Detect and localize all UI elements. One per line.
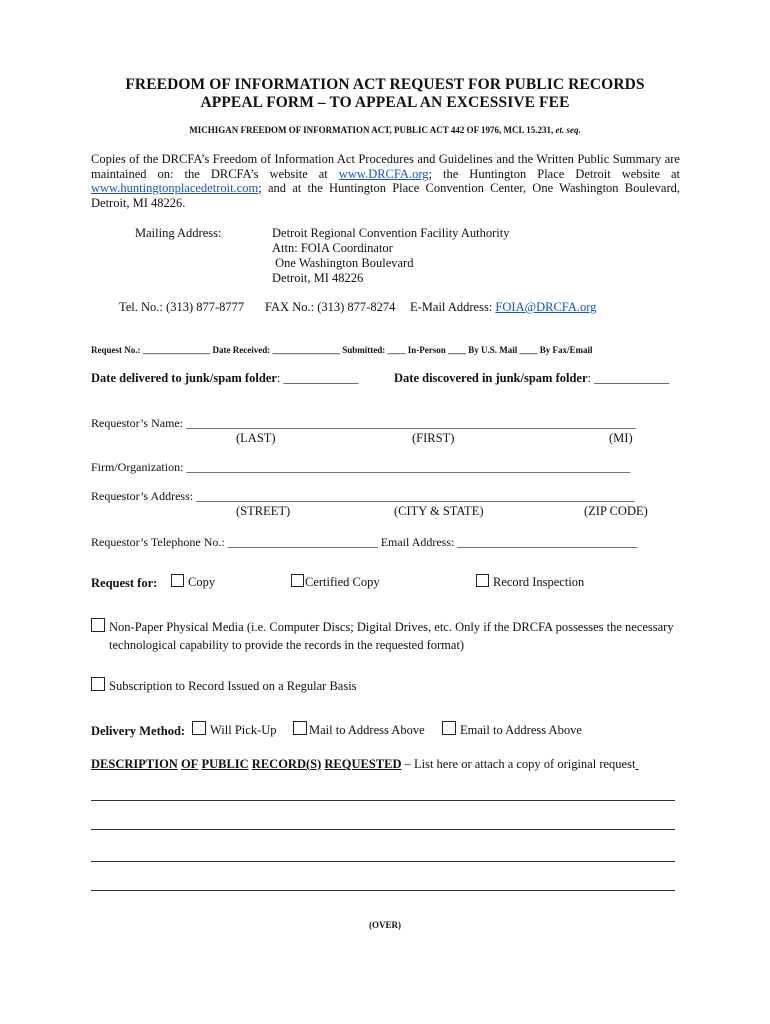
subscription-label: Subscription to Record Issued on a Regular Basis [109, 679, 357, 693]
non-paper-media-label-2: technological capability to provide the records in the requested format) [109, 638, 465, 652]
description-instruction: – List here or attach a copy of original request [401, 757, 636, 771]
description-word: REQUESTED [324, 757, 402, 771]
mailing-line: Attn: FOIA Coordinator [272, 241, 393, 255]
mail-to-address-option[interactable] [293, 721, 425, 738]
description-heading [91, 757, 639, 772]
last-name-caption: (LAST) [236, 431, 276, 445]
date-discovered-spam[interactable] [394, 371, 669, 386]
telephone-email-field[interactable]: Requestor’s Telephone No.: _________________________ Email Address: ______________________________ [91, 535, 638, 549]
statute-main: MICHIGAN FREEDOM OF INFORMATION ACT, PUBLIC ACT 442 OF 1976, MCL 15.231, [189, 125, 556, 135]
intro-part-1: Copies of the DRCFA’s Freedom of Information Act Procedures and Guidelines and the Written Public Summary are maintained on: the DRCFA’s website at [91, 152, 680, 181]
telephone-number: Tel. No.: (313) 877-8777 [119, 300, 245, 314]
title-line-1: FREEDOM OF INFORMATION ACT REQUEST FOR PUBLIC RECORDS [125, 76, 645, 93]
mailing-address-label: Mailing Address: [135, 226, 222, 240]
non-paper-media-checkbox[interactable] [91, 618, 105, 632]
date-delivered-blank: : ____________ [276, 371, 359, 385]
description-line[interactable] [91, 829, 675, 830]
intro-part-3: ; and at the Huntington Place Convention Center, One Washington Boulevard, Detroit, MI 48226. [91, 181, 680, 210]
certified-copy-checkbox[interactable] [291, 574, 304, 587]
description-line[interactable] [91, 890, 675, 891]
first-name-caption: (FIRST) [412, 431, 455, 445]
mail-to-address-label: Mail to Address Above [309, 723, 425, 737]
firm-organization-field[interactable]: Firm/Organization: __________________________________________________________________________ [91, 460, 631, 474]
intro-paragraph [91, 152, 680, 210]
description-line[interactable] [91, 861, 675, 862]
record-inspection-option[interactable] [476, 574, 584, 590]
description-trailing-underline [635, 757, 638, 771]
request-for-label: Request for: [91, 576, 158, 590]
description-line[interactable] [91, 800, 675, 801]
foia-email-link[interactable]: FOIA@DRCFA.org [495, 300, 597, 314]
statute-italic: et. seq. [555, 125, 581, 135]
delivery-method-label: Delivery Method: [91, 724, 186, 738]
office-use-line: Request No.: _______________ Date Received: _______________ Submitted: ____ In-Person ____ By U.S. Mail ____ By Fax/Email [91, 345, 593, 355]
will-pickup-checkbox[interactable] [192, 721, 206, 735]
middle-initial-caption: (MI) [609, 431, 633, 445]
description-word: OF [180, 757, 199, 771]
title-line-2: APPEAL FORM – TO APPEAL AN EXCESSIVE FEE [200, 94, 570, 111]
date-discovered-blank: : ____________ [587, 371, 670, 385]
mailing-address-block [272, 226, 509, 286]
fax-number: FAX No.: (313) 877-8274 [265, 300, 396, 314]
will-pickup-label: Will Pick-Up [210, 723, 277, 737]
subscription-option[interactable] [91, 677, 357, 694]
zip-code-caption: (ZIP CODE) [584, 504, 648, 518]
copy-checkbox[interactable] [171, 574, 184, 587]
record-inspection-option-label: Record Inspection [493, 575, 585, 589]
email-to-address-checkbox[interactable] [442, 721, 456, 735]
certified-copy-option[interactable] [291, 574, 380, 590]
description-word: RECORD(S) [251, 757, 322, 771]
mailing-line: Detroit Regional Convention Facility Authority [272, 226, 510, 240]
street-caption: (STREET) [236, 504, 291, 518]
mailing-line: One Washington Boulevard [272, 256, 414, 270]
record-inspection-checkbox[interactable] [476, 574, 489, 587]
subscription-checkbox[interactable] [91, 677, 105, 691]
date-delivered-label: Date delivered to junk/spam folder [91, 371, 277, 385]
copy-option[interactable] [171, 574, 215, 590]
city-state-caption: (CITY & STATE) [394, 504, 484, 518]
intro-part-2: ; the Huntington Place Detroit website at [428, 166, 680, 181]
date-discovered-label: Date discovered in junk/spam folder [394, 371, 588, 385]
mail-to-address-checkbox[interactable] [293, 721, 307, 735]
non-paper-media-option[interactable] [91, 618, 674, 635]
email-to-address-option[interactable] [442, 721, 582, 738]
will-pickup-option[interactable] [192, 721, 277, 738]
certified-copy-option-label: Certified Copy [305, 575, 380, 589]
non-paper-media-label-1: Non-Paper Physical Media (i.e. Computer Discs; Digital Drives, etc. Only if the DRCFA possesses the necessary [109, 620, 674, 634]
drcfa-website-link[interactable]: www.DRCFA.org [338, 166, 429, 181]
copy-option-label: Copy [188, 575, 216, 589]
description-word: PUBLIC [201, 757, 249, 771]
huntington-website-link[interactable]: www.huntingtonplacedetroit.com [91, 181, 259, 196]
statute-reference [0, 125, 770, 135]
requestor-name-field[interactable]: Requestor’s Name: ___________________________________________________________________________ [91, 416, 637, 430]
description-word: DESCRIPTION [91, 757, 178, 771]
mailing-line: Detroit, MI 48226 [272, 271, 364, 285]
email-contact [410, 300, 596, 315]
over-note: (OVER) [369, 920, 401, 930]
email-label: E-Mail Address: [410, 300, 496, 314]
date-delivered-spam[interactable] [91, 371, 358, 386]
requestor-address-field[interactable]: Requestor’s Address: _________________________________________________________________________ [91, 489, 635, 503]
email-to-address-label: Email to Address Above [460, 723, 582, 737]
